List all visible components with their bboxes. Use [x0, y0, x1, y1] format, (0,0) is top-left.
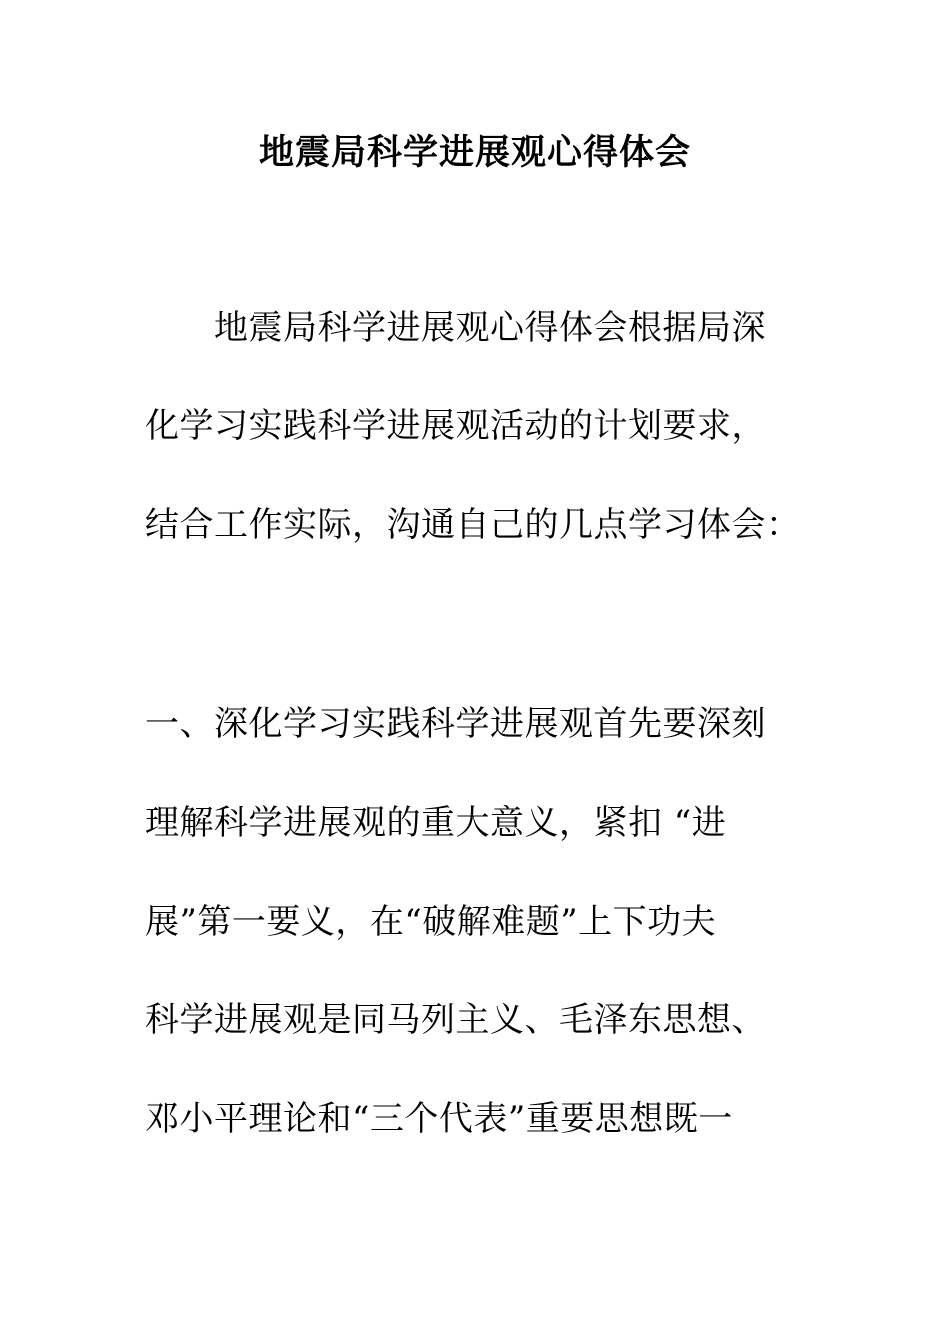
paragraph-line: 展”第一要义，在“破解难题”上下功夫: [145, 902, 717, 942]
paragraph-line: 地震局科学进展观心得体会根据局深: [214, 308, 766, 348]
paragraph-line: 化学习实践科学进展观活动的计划要求，: [145, 406, 766, 446]
paragraph-line: 科学进展观是同马列主义、毛泽东思想、: [145, 1000, 766, 1040]
paragraph-line: 结合工作实际，沟通自己的几点学习体会：: [145, 505, 801, 545]
paragraph-line: 邓小平理论和“三个代表”重要思想既一: [145, 1099, 733, 1139]
paragraph-line: 理解科学进展观的重大意义，紧扣 “进: [145, 803, 727, 843]
paragraph-line: 一、深化学习实践科学进展观首先要深刻: [145, 704, 766, 744]
document-title: 地震局科学进展观心得体会: [258, 133, 691, 173]
